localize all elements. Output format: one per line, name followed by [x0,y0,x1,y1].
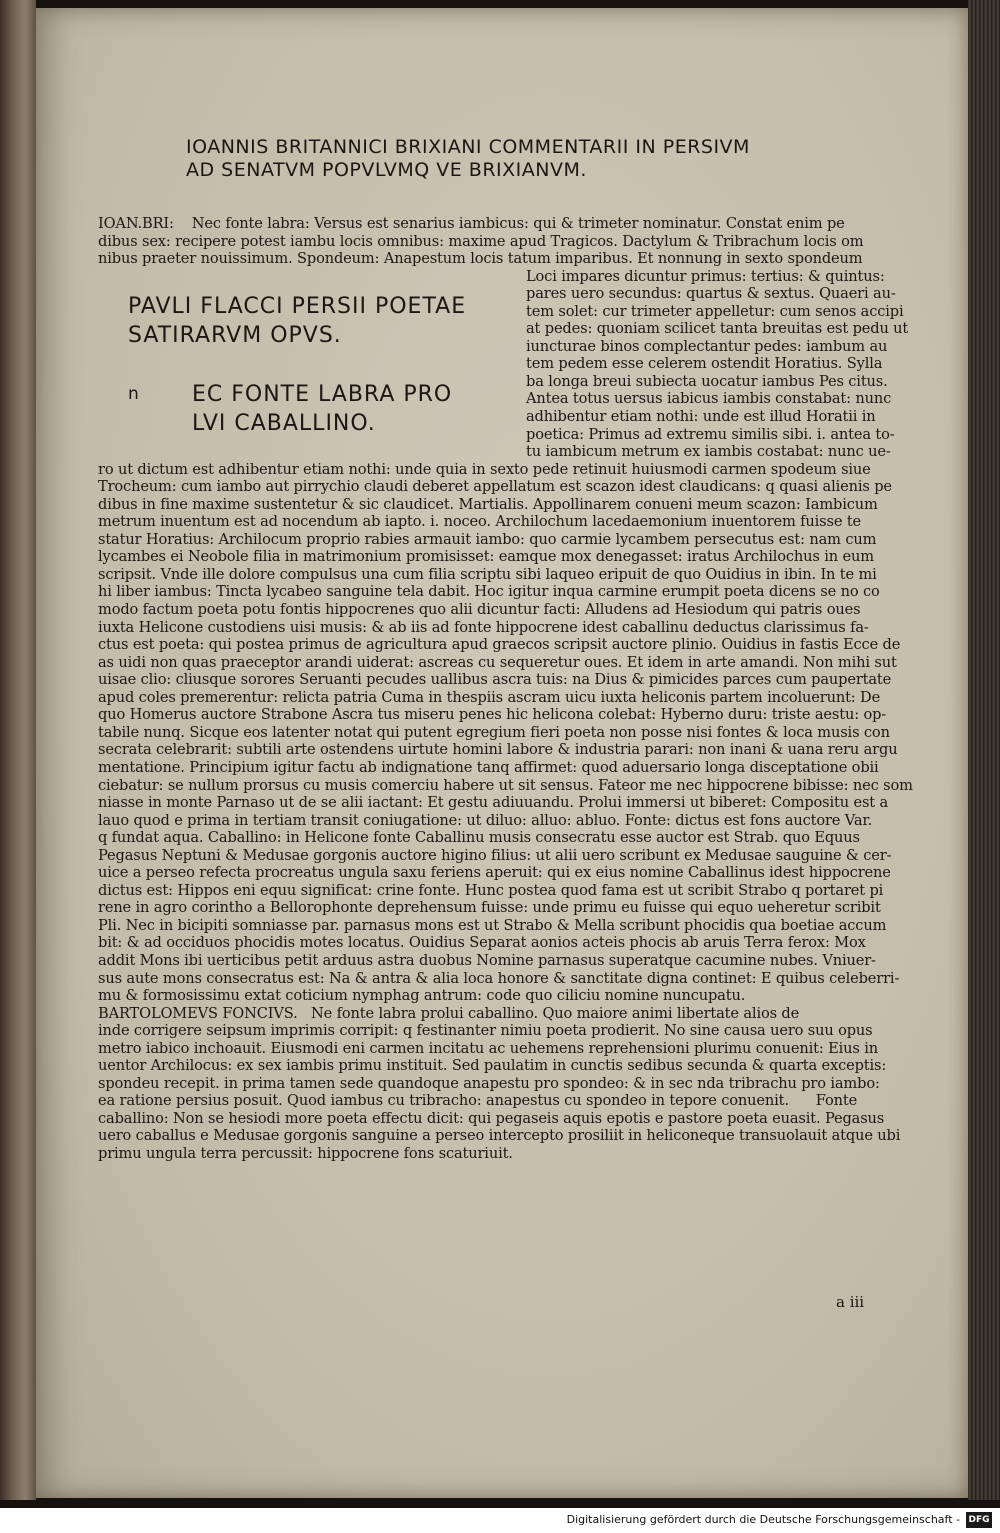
text-line: secrata celebrarit: subtili arte ostendens uirtute homini labore & industria parari: non inani & uana reru argu [98,741,898,759]
text-line: lauo quod e prima in tertiam transit coniugatione: ut diluo: alluo: abluo. Fonte: dictus est fons auctore Var. [98,811,873,829]
text-line: primu ungula terra percussit: hippocrene fons scaturiuit. [98,1144,513,1162]
text-line: Antea totus uersus iabicus iambis constabat: nunc [526,390,892,408]
text-line: niasse in monte Parnaso ut de se alii iactant: Et gestu adiuuandu. Prolui immersi ut biberet: Compositu est a [98,794,889,812]
text-line: q fundat aqua. Caballino: in Helicone fonte Caballinu musis consecratu esse auctor est Strab. quo Equus [98,829,860,847]
heading-line-2: AD SENATVM POPVLVMQ VE BRIXIANVM. [186,159,587,181]
text-line: modo factum poeta potu fontis hippocrenes quo alii dicuntur facti: Alludens ad Hesiodum qui patris oues [98,601,861,619]
text-line: uentor Archilocus: ex sex iambis primu instituit. Sed paulatim in cunctis sedibus secunda & quarta exceptis: [98,1057,887,1075]
text-line: Pegasus Neptuni & Medusae gorgonis auctore higino filius: ut alii uero scribunt ex Medusae sauguine & cer- [98,846,892,864]
text-line: tu iambicum metrum ex iambis costabat: nunc ue- [526,443,891,461]
text-line: nibus praeter nouissimum. Spondeum: Anapestum locis tatum imparibus. Et nonnung in sexto spondeum [98,250,863,268]
text-line: tem pedem esse celerem ostendit Horatius. Sylla [526,355,883,373]
text-line: at pedes: quoniam scilicet tanta breuitas est pedu ut [526,320,909,338]
text-line: hi liber iambus: Tincta lycabeo sanguine tela dabit. Hoc igitur inqua carmine erumpit poeta dicens se no co [98,583,880,601]
work-title-line-1: PAVLI FLACCI PERSII POETAE [128,294,467,319]
text-line: spondeu recepit. in prima tamen sede quandoque anapestu pro spondeo: & in sec nda tribrachu pro iambo: [98,1074,880,1092]
text-line: uero caballus e Medusae gorgonis sanguine a perseo intercepto prosiliit in heliconeque transuolauit atque ubi [98,1127,901,1145]
text-line: uisae clio: cliusque sorores Seruanti pecudes uallibus ascra tuis: na Dius & pimicides parces cum paupertate [98,671,892,689]
text-line: metro iabico inchoauit. Eiusmodi eni carmen incitatu ac uehemens reprehensioni plurimu conuenit: Eius in [98,1039,878,1057]
facing-page-edge [0,0,36,1500]
incipit-line-2: LVI CABALLINO. [192,411,376,436]
text-line: tabile nunq. Sicque eos latenter notat qui putent egregium fieri poeta non posse nisi fontes & loca musis con [98,723,890,741]
page-heading [186,136,886,182]
text-line: ba longa breui subiecta uocatur iambus Pes citus. [526,372,888,390]
text-line: ea ratione persius posuit. Quod iambus cu tribracho: anapestus cu spondeo in tepore conuenit. Fonte [98,1092,858,1110]
text-line: caballino: Non se hesiodi more poeta effectu dicit: qui pegaseis aquis epotis e pastore poeta euasit. Pegasus [98,1109,885,1127]
work-title-line-2: SATIRARVM OPVS. [128,323,342,348]
text-line: sus aute mons consecratus est: Na & antra & alia loca honore & sanctitate digna continet: E quibus celeberri- [98,969,900,987]
text-line: poetica: Primus ad extremu similis sibi. i. antea to- [526,425,895,443]
text-line: ciebatur: se nullum prorsus cu musis comerciu habere ut sit sensus. Fateor me nec hippocrene bibisse: nec som [98,776,913,794]
text-line: Trocheum: cum iambo aut pirrychio claudi deberet appellatum est scazon idest claudicans: q quasi alienis pe [98,478,892,496]
text-line: ro ut dictum est adhibentur etiam nothi: unde quia in sexto pede retinuit huiusmodi carmen spodeum siue [98,460,871,478]
text-line: lycambes ei Neobole filia in matrimonium promisisset: eamque mox denegasset: iratus Archilochus in eum [98,548,874,566]
book-page [36,8,968,1498]
text-line: inde corrigere seipsum imprimis corripit: q festinanter nimiu poeta prodierit. No sine causa uero suu opus [98,1022,873,1040]
text-line: Pli. Nec in bicipiti somniasse par. parnasus mons est ut Strabo & Mella scribunt phocidis qua boetiae accum [98,916,887,934]
text-line: iuncturae binos complectantur pedes: iambum au [526,337,888,355]
text-line: IOAN.BRI: Nec fonte labra: Versus est senarius iambicus: qui & trimeter nominatur. Constat enim pe [98,215,845,232]
text-line: mu & formosissimu extat coticium nymphag antrum: code quo ciliciu nomine nuncupatu. [98,987,746,1005]
text-line: apud coles premerentur: relicta patria Cuma in thespiis ascram uicu iuxta heliconis partem incoluerunt: De [98,688,881,706]
text-line: statur Horatius: Archilocum proprio rabies armauit iambo: quo carmie lycambem persecutus est: nam cum [98,530,877,548]
text-line: scripsit. Vnde ille dolore compulsus una cum filia scriptu sibi laqueo eripuit de quo Ouidius in ibin. In te mi [98,565,877,583]
text-line: mentatione. Principium igitur factu ab indignatione tanq affirmet: quod aduersario longa disceptatione obii [98,758,879,776]
text-line: iuxta Helicone custodiens uisi musis: & ab iis ad fonte hippocrene idest caballinu deductus clarissimus fa- [98,618,869,636]
commentary-text [98,215,918,1163]
text-line: rene in agro corintho a Bellorophonte deprehensum fuisse: unde primu eu fuisse qui equo ueheretur scribit [98,899,881,917]
text-line: addit Mons ibi uerticibus petit arduus astra duobus Nomine parnasus superatque cacumine nubes. Vniuer- [98,951,876,969]
text-line: metrum inuentum est ad nocendum ab iapto. i. noceo. Archilochum lacedaemonium inuentorem fuisse te [98,513,862,531]
text-line: uice a perseo refecta procreatus ungula saxu feriens aperuit: qui ex eius nomine Caballinus idest hippocrene [98,864,891,882]
text-line: BARTOLOMEVS FONCIVS. Ne fonte labra prolui caballino. Quo maiore animi libertate alios de [98,1004,800,1022]
text-line: tem solet: cur trimeter appelletur: cum senos accipi [526,302,904,320]
text-line: pares uero secundus: quartus & sextus. Quaeri au- [526,285,896,303]
guide-letter: n [128,384,139,404]
book-edge [968,0,1000,1500]
text-line: adhibentur etiam nothi: unde est illud Horatii in [526,408,876,426]
incipit-line-1: EC FONTE LABRA PRO [192,382,453,407]
signature-mark: a iii [836,1293,865,1311]
dfg-logo: DFG [966,1512,992,1528]
text-line: as uidi non quas praeceptor arandi uiderat: ascreas cu sequeretur oues. Et idem in arte amandi. Non mihi sut [98,653,897,671]
text-line: bit: & ad occiduos phocidis motes locatus. Ouidius Separat aonios acteis phocis ab aruis Terra ferox: Mox [98,934,866,952]
text-line: quo Homerus auctore Strabone Ascra tus miseru penes hic helicona colebat: Hyberno duru: triste aestu: op- [98,706,887,724]
heading-line-1: IOANNIS BRITANNICI BRIXIANI COMMENTARII IN PERSIVM [186,136,750,158]
text-line: ctus est poeta: qui postea primus de agricultura apud graecos scripsit auctore plinio. Ouidius in fastis Ecce de [98,636,901,654]
text-line: dibus in fine maxime sustentetur & sic claudicet. Martialis. Appollinarem conueni meum scazon: Iambicum [98,495,878,513]
footer-credit: Digitalisierung gefördert durch die Deutsche Forschungsgemeinschaft - [566,1513,960,1526]
text-line: dibus sex: recipere potest iambu locis omnibus: maxime apud Tragicos. Dactylum & Tribrachum locis om [98,232,864,250]
text-line: Loci impares dicuntur primus: tertius: & quintus: [526,267,885,285]
footer-bar [0,1508,1000,1533]
text-line: dictus est: Hippos eni equu significat: crine fonte. Hunc postea quod fama est ut scribit Strabo q portaret pi [98,881,884,899]
